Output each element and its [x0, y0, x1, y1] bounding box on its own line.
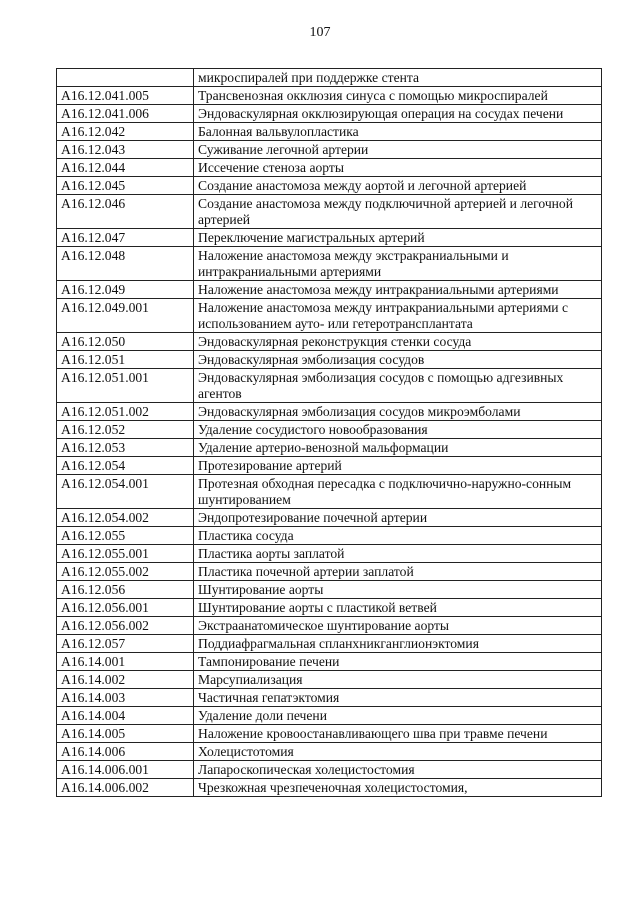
- procedure-description-cell: Частичная гепатэктомия: [194, 689, 602, 707]
- table-row: [57, 403, 602, 421]
- procedure-code-cell: A16.12.042: [57, 123, 194, 141]
- procedure-description-cell: Удаление сосудистого новообразования: [194, 421, 602, 439]
- procedure-description-cell: Удаление доли печени: [194, 707, 602, 725]
- table-row: [57, 195, 602, 229]
- procedure-description-cell: Создание анастомоза между аортой и легочной артерией: [194, 177, 602, 195]
- procedure-description-cell: Суживание легочной артерии: [194, 141, 602, 159]
- procedure-description-cell: Наложение анастомоза между экстракраниальными и интракраниальными артериями: [194, 247, 602, 281]
- table-row: [57, 439, 602, 457]
- procedure-code-cell: A16.12.055: [57, 527, 194, 545]
- page-number: 107: [309, 25, 331, 40]
- table-row: [57, 617, 602, 635]
- procedure-description-cell: Эндоваскулярная эмболизация сосудов микроэмболами: [194, 403, 602, 421]
- procedure-code-cell: A16.12.055.001: [57, 545, 194, 563]
- procedure-description-cell: Протезирование артерий: [194, 457, 602, 475]
- procedure-code-cell: A16.12.053: [57, 439, 194, 457]
- procedure-code-cell: A16.14.006: [57, 743, 194, 761]
- procedure-code-cell: A16.12.045: [57, 177, 194, 195]
- table-row: [57, 581, 602, 599]
- procedure-description-cell: Тампонирование печени: [194, 653, 602, 671]
- procedure-code-cell: A16.12.051.002: [57, 403, 194, 421]
- procedure-code-cell: A16.12.056.002: [57, 617, 194, 635]
- procedure-description-cell: Экстраанатомическое шунтирование аорты: [194, 617, 602, 635]
- table-row: [57, 333, 602, 351]
- procedure-description-cell: Эндоваскулярная эмболизация сосудов: [194, 351, 602, 369]
- procedure-description-cell: Шунтирование аорты: [194, 581, 602, 599]
- procedure-code-cell: A16.14.003: [57, 689, 194, 707]
- table-row: [57, 69, 602, 87]
- table-row: [57, 369, 602, 403]
- procedure-code-cell: A16.12.051.001: [57, 369, 194, 403]
- table-row: [57, 761, 602, 779]
- procedure-description-cell: Переключение магистральных артерий: [194, 229, 602, 247]
- procedure-description-cell: Чрезкожная чрезпеченочная холецистостомия,: [194, 779, 602, 797]
- procedure-description-cell: Создание анастомоза между подключичной артерией и легочной артерией: [194, 195, 602, 229]
- table-row: [57, 779, 602, 797]
- table-row: [57, 123, 602, 141]
- procedure-description-cell: Наложение кровоостанавливающего шва при травме печени: [194, 725, 602, 743]
- table-body: [57, 69, 602, 797]
- table-row: [57, 141, 602, 159]
- procedure-description-cell: Наложение анастомоза между интракраниальными артериями с использованием ауто- или гетеротрансплантата: [194, 299, 602, 333]
- procedure-description-cell: Эндоваскулярная реконструкция стенки сосуда: [194, 333, 602, 351]
- procedure-code-cell: A16.12.054.001: [57, 475, 194, 509]
- procedure-code-cell: A16.12.049: [57, 281, 194, 299]
- table-row: [57, 563, 602, 581]
- procedure-code-cell: A16.12.041.006: [57, 105, 194, 123]
- table-row: [57, 229, 602, 247]
- procedure-code-cell: A16.12.056.001: [57, 599, 194, 617]
- procedure-code-cell: A16.14.006.001: [57, 761, 194, 779]
- table-row: [57, 707, 602, 725]
- procedure-code-cell: A16.12.043: [57, 141, 194, 159]
- table-row: [57, 457, 602, 475]
- table-row: [57, 351, 602, 369]
- procedure-code-cell: A16.12.052: [57, 421, 194, 439]
- procedure-description-cell: Поддиафрагмальная спланхникганглионэктомия: [194, 635, 602, 653]
- procedure-code-cell: A16.14.004: [57, 707, 194, 725]
- procedure-description-cell: Наложение анастомоза между интракраниальными артериями: [194, 281, 602, 299]
- procedure-code-cell: A16.14.001: [57, 653, 194, 671]
- procedure-code-cell: A16.12.054.002: [57, 509, 194, 527]
- table-row: [57, 299, 602, 333]
- procedure-code-cell: A16.12.048: [57, 247, 194, 281]
- table-row: [57, 599, 602, 617]
- procedure-code-cell: A16.12.054: [57, 457, 194, 475]
- procedure-description-cell: микроспиралей при поддержке стента: [194, 69, 602, 87]
- table-row: [57, 247, 602, 281]
- procedure-description-cell: Пластика почечной артерии заплатой: [194, 563, 602, 581]
- table-row: [57, 527, 602, 545]
- table-row: [57, 545, 602, 563]
- procedure-description-cell: Балонная вальвулопластика: [194, 123, 602, 141]
- procedure-code-cell: [57, 69, 194, 87]
- procedure-code-cell: A16.14.002: [57, 671, 194, 689]
- procedure-code-cell: A16.12.049.001: [57, 299, 194, 333]
- procedure-description-cell: Иссечение стеноза аорты: [194, 159, 602, 177]
- procedure-code-cell: A16.12.041.005: [57, 87, 194, 105]
- procedure-description-cell: Протезная обходная пересадка с подключично-наружно-сонным шунтированием: [194, 475, 602, 509]
- table-row: [57, 689, 602, 707]
- table-row: [57, 743, 602, 761]
- procedure-description-cell: Трансвенозная окклюзия синуса с помощью микроспиралей: [194, 87, 602, 105]
- procedure-description-cell: Лапароскопическая холецистостомия: [194, 761, 602, 779]
- procedure-code-cell: A16.12.057: [57, 635, 194, 653]
- procedure-code-cell: A16.12.044: [57, 159, 194, 177]
- procedure-code-cell: A16.12.046: [57, 195, 194, 229]
- table-row: [57, 177, 602, 195]
- table-row: [57, 635, 602, 653]
- table-row: [57, 671, 602, 689]
- procedure-description-cell: Марсупиализация: [194, 671, 602, 689]
- procedure-description-cell: Шунтирование аорты с пластикой ветвей: [194, 599, 602, 617]
- procedure-code-cell: A16.12.051: [57, 351, 194, 369]
- procedure-description-cell: Пластика аорты заплатой: [194, 545, 602, 563]
- table-row: [57, 421, 602, 439]
- procedure-code-cell: A16.12.047: [57, 229, 194, 247]
- table-row: [57, 509, 602, 527]
- table-row: [57, 105, 602, 123]
- procedure-code-cell: A16.14.005: [57, 725, 194, 743]
- table-row: [57, 725, 602, 743]
- procedure-description-cell: Холецистотомия: [194, 743, 602, 761]
- table-row: [57, 87, 602, 105]
- procedure-description-cell: Эндопротезирование почечной артерии: [194, 509, 602, 527]
- table-row: [57, 281, 602, 299]
- procedure-code-cell: A16.12.056: [57, 581, 194, 599]
- procedure-codes-table: [56, 68, 602, 797]
- table-row: [57, 475, 602, 509]
- procedure-description-cell: Эндоваскулярная окклюзирующая операция на сосудах печени: [194, 105, 602, 123]
- procedure-code-cell: A16.12.050: [57, 333, 194, 351]
- procedure-description-cell: Удаление артерио-венозной мальформации: [194, 439, 602, 457]
- table-row: [57, 653, 602, 671]
- procedure-code-cell: A16.14.006.002: [57, 779, 194, 797]
- procedure-code-cell: A16.12.055.002: [57, 563, 194, 581]
- procedure-description-cell: Пластика сосуда: [194, 527, 602, 545]
- table-row: [57, 159, 602, 177]
- procedure-description-cell: Эндоваскулярная эмболизация сосудов с помощью адгезивных агентов: [194, 369, 602, 403]
